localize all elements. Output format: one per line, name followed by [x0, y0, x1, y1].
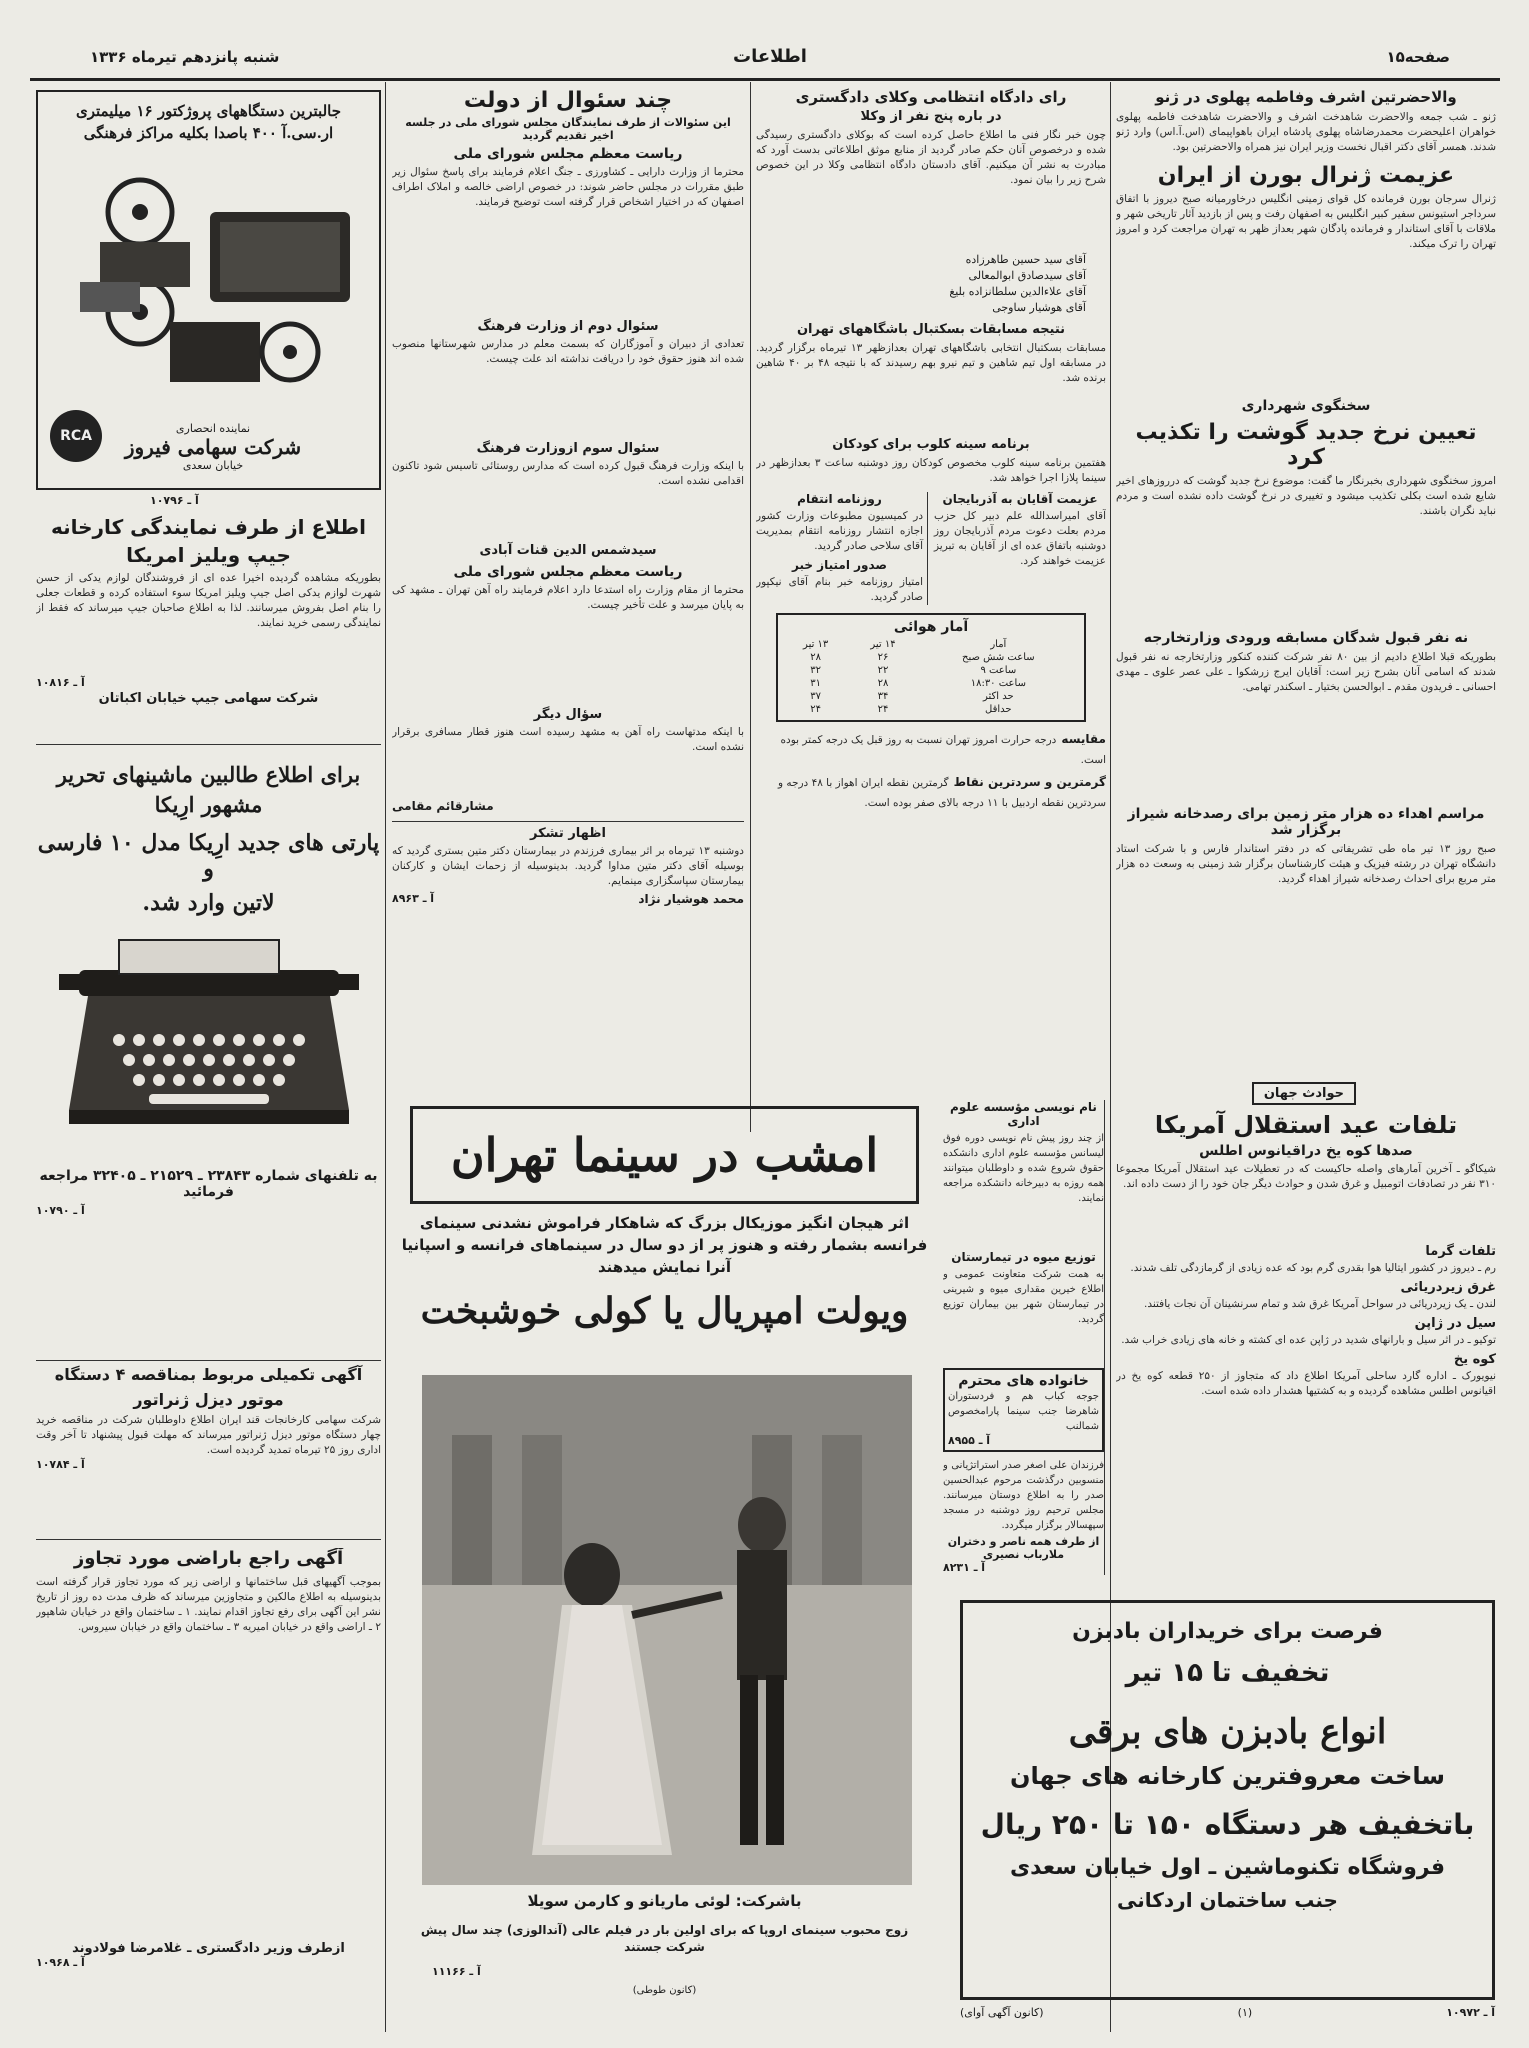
- weather-table: [782, 638, 1080, 716]
- fan-line1: فرصت برای خریداران بادبزن: [1072, 1619, 1383, 1644]
- journal-body: در کمیسیون مطبوعات وزارت کشور اجازه انتشار روزنامه انتقام بمدیریت آقای سلاحی صادر گردید.: [756, 510, 923, 552]
- royal-body: ژنو ـ شب جمعه والاحضرت شاهدخت اشرف و والاحضرت شاهدخت فاطمه پهلوی خواهران اعلیحضرت محمدرضاشاه پهلوی پادشاه ایران باهواپیمای (اس.آ.اس) وارد ژنو شدند. همسر آقای دکتر اقبال نخست وزیر ایران نیز همراه والاحضرتین بود.: [1116, 111, 1496, 153]
- cast-label: باشرکت:: [735, 1892, 802, 1910]
- column-rule: [385, 82, 386, 2032]
- table-cell: ۲۸: [810, 652, 822, 663]
- two-col-briefs: [756, 492, 1106, 605]
- fan-line4: ساخت معروفترین کارخانه های جهان: [1010, 1762, 1445, 1790]
- world-body: شیکاگو ـ آخرین آمارهای واصله حاکیست که در تعطیلات عید استقلال آمریکا مجموعا ۳۱۰ نفر در تصادفات اتومبیل و غرق شدن و حوادث دیگر جان خود را از دست داده اند.: [1116, 1163, 1496, 1190]
- kids-headline: برنامه سینه کلوب برای کودکان: [832, 437, 1030, 452]
- cast-names: لوئی ماریانو و کارمن سویلا: [527, 1892, 731, 1910]
- cinema-ad: [392, 1100, 937, 2040]
- lawyers-body: چون خبر نگار فنی ما اطلاع حاصل کرده است که بوکلای دادگستری رسیدگی شده و درخصوص آنان حکم صادر گردید از منابع موثق اطلاعاتی بدست آورد که مبادرت به نشر آن میکنیم. آقای دادستان دادگاه انتظامی وکلا در این خصوص شرح زیر را بیان نمود.: [756, 129, 1106, 186]
- table-row: [782, 664, 1080, 677]
- class-body: از چند روز پیش نام نویسی دوره فوق لیسانس مؤسسه علوم اداری دانشکده حقوق شروع شده و داوطلبان میتوانند همه روزه به دبیرخانه دانشکده مراجعه نمایند.: [943, 1133, 1104, 1204]
- table-row: [782, 690, 1080, 703]
- notice-signature: از طرف همه ناصر و دختران ملارباب نصیری: [947, 1535, 1100, 1561]
- license-headline: صدور امتیاز خبر: [791, 558, 887, 572]
- notice-body: فرزندان علی اصغر صدر استراتژیانی و منسوبین درگذشت مرحوم عبدالحسین صدر را به اطلاع دوستان میرسانند. مجلس ترحیم روز دوشنبه در مسجد سپهسالار برگزار میگردد.: [943, 1460, 1104, 1531]
- ceremony-body: صبح روز ۱۳ تیر ماه طی تشریفاتی که در دفتر استاندار فارس و با شرکت استاد دانشگاه تهران در رشته فیزیک و هیئت کارشناسان برگزار شد زمینی به وسعت ده هزار متر مربع برای احداث رصدخانه شیراز اهداء گردید.: [1116, 843, 1496, 885]
- lawyers-headline: رای دادگاه انتظامی وکلای دادگستری: [795, 88, 1067, 106]
- table-cell: ۲۴: [877, 704, 889, 715]
- table-row: [782, 651, 1080, 664]
- erika-code: آ ـ ۱۰۷۹۰: [36, 1204, 85, 1217]
- weather-headline: آمار هوائی: [893, 619, 969, 635]
- land-code: آ ـ ۱۰۹۶۸: [36, 1956, 85, 1969]
- q3-headline: سئوال سوم ازوزارت فرهنگ: [476, 441, 660, 456]
- brief-right: [934, 492, 1106, 605]
- cinema-line1: اثر هیجان انگیز موزیکال بزرگ که شاهکار فراموش نشدنی سینمای: [419, 1214, 910, 1232]
- q1-body: محترما از وزارت دارایی ـ کشاورزی ـ جنگ اعلام فرمایند برای پاسخ سئوال زیر طبق مقررات در مجلس حاضر شوند: در خصوص اراضی خالصه و املاک اطراف اصفهان که در اختیار اشخاص قرار گرفته است توضیح فرمایند.: [392, 166, 744, 208]
- list-item: آقای سید حسین طاهرزاده: [965, 253, 1086, 266]
- rca-address: خیابان سعدی: [182, 459, 244, 472]
- fan-credit: (کانون آگهی آوای): [960, 2006, 1044, 2019]
- family-ad: [943, 1368, 1104, 1452]
- meat-body: امروز سخنگوی شهرداری بخبرنگار ما گفت: موضوع نرخ جدید گوشت که درروزهای اخیر شایع شده است بکلی تکذیب میشود و تغییری در نرخ گوشت داده نشده است و مردم نباید نگران باشند.: [1116, 475, 1496, 517]
- film-still-illustration: [422, 1375, 912, 1885]
- family-code: آ ـ ۸۹۵۵: [948, 1434, 991, 1447]
- typewriter-illustration: [49, 930, 369, 1160]
- masthead: [90, 40, 1450, 74]
- class-headline: نام نویسی مؤسسه علوم اداری: [950, 1100, 1097, 1128]
- table-row: [782, 703, 1080, 716]
- accepted-body: بطوریکه قبلا اطلاع دادیم از بین ۸۰ نفر شرکت کننده کنکور وزارتخارجه نه نفر قبول شدند که اسامی آنان بشرح زیر است: آقایان ایرج زرشکوا ـ علی عصر علوی ـ مهدی احسانی ـ فریدون مقدم ـ ابوالحسن بختیار ـ اسکندر تهامی.: [1116, 651, 1496, 693]
- land-body: بموجب آگهیهای قبل ساختمانها و اراضی زیر که مورد تجاوز قرار گرفته است بدینوسیله به اطلاع مالکین و متجاوزین میرساند که ظرف مدت ده روز از تاریخ نشر این آگهی برای رفع تجاوز اقدام نمایند. ۱ ـ ساختمان واقع در خیابان شاهپور ۲ ـ اراضی واقع در خیابان امیریه ۳ ـ ساختمان واقع در خیابان سیروس.: [36, 1576, 381, 1633]
- q1-headline: ریاست معظم مجلس شورای ملی: [453, 146, 683, 162]
- erika-ad: [36, 760, 381, 1340]
- land-headline: آگهی راجع باراضی مورد تجاوز: [73, 1548, 344, 1569]
- erika-line2: پارتی های جدید ارِیکا مدل ۱۰ فارسی و: [37, 830, 380, 882]
- q5-headline: سؤال دیگر: [533, 707, 603, 722]
- cinema-headline: امشب در سینما تهران: [450, 1128, 879, 1182]
- jeep-company: شرکت سهامی جیپ خیابان اکباتان: [98, 691, 319, 706]
- heat-headline: تلفات گرما: [1425, 1244, 1496, 1259]
- land-ad: [36, 1548, 381, 2028]
- table-cell: ساعت شش صبح: [961, 652, 1035, 663]
- rca-agency-box: [118, 422, 308, 472]
- meat-headline: تعیین نرخ جدید گوشت را تکذیب کرد: [1135, 420, 1477, 470]
- cinema-code: آ ـ ۱۱۱۶۶: [432, 1965, 481, 1978]
- thanks-code: آ ـ ۸۹۶۳: [392, 892, 435, 905]
- table-header: ۱۳ تیر: [803, 639, 829, 650]
- cinema-headline-box: [410, 1106, 919, 1204]
- q3-signature: سیدشمس الدین قنات آبادی: [479, 543, 657, 558]
- tender-body: شرکت سهامی کارخانجات قند ایران اطلاع داوطلبان شرکت در مناقصه خرید چهار دستگاه موتور دیزل ژنراتور میرساند که مهلت قبول پیشنهاد تا آخر وقت اداری روز ۲۵ تیرماه تمدید گردیده است.: [36, 1414, 381, 1456]
- forecast-block: [756, 771, 1106, 811]
- azer-headline: عزیمت آقایان به آذربایجان: [942, 492, 1098, 506]
- jeep-code: آ ـ ۱۰۸۱۶: [36, 676, 85, 689]
- quake-headline: سیل در ژاپن: [1414, 1316, 1496, 1331]
- ice-headline: کوه یخ: [1453, 1352, 1496, 1367]
- fan-line7: جنب ساختمان اردکانی: [1117, 1888, 1338, 1912]
- compare-body: درجه حرارت امروز تهران نسبت به روز قبل یک درجه کمتر بوده است.: [780, 734, 1106, 766]
- q3-body: با اینکه وزارت فرهنگ قبول کرده است که مدارس روستائی تاسیس شود تاکنون اقدامی نشده است.: [392, 460, 744, 487]
- family-body: جوجه کباب هم و فردستوران شاهرضا جنب سینما پارامخصوص شمالنب: [948, 1391, 1099, 1432]
- journal-headline: روزنامه انتقام: [797, 492, 882, 506]
- projector-illustration: [60, 172, 360, 392]
- world-subheadline: صدها کوه یخ دراقیانوس اطلس: [1199, 1143, 1413, 1159]
- film-note: زوج محبوب سینمای اروپا که برای اولین بار در فیلم عالی (آندالوزی) چند سال پیش شرکت جستند: [420, 1923, 909, 1954]
- column-2: [756, 88, 1106, 1128]
- heat-body: رم ـ دیروز در کشور ایتالیا هوا بقدری گرم بود که عده زیادی از گرمازدگی تلف شدند.: [1130, 1262, 1496, 1274]
- q5-signature: مشارقائم مقامی: [392, 799, 494, 813]
- table-cell: حداقل: [985, 704, 1012, 715]
- fan-number: (۱): [1237, 2006, 1253, 2019]
- cinema-line2: فرانسه بشمار رفته و هنوز پر از دو سال در سینماهای فرانسه و اسپانیا: [401, 1236, 928, 1254]
- fan-line2: تخفیف تا ۱۵ تیر: [1125, 1658, 1330, 1688]
- lawyers-list: [776, 252, 1086, 316]
- family-headline: خانواده های محترم: [958, 1373, 1089, 1389]
- jeep-ad: [36, 515, 381, 745]
- column-rule: [750, 82, 751, 1132]
- world-headline: تلفات عید استقلال آمریکا: [1154, 1111, 1458, 1139]
- fan-footer: [960, 2006, 1495, 2019]
- film-still-photo: [422, 1375, 912, 1885]
- cast-line: [422, 1892, 907, 1910]
- table-cell: حد اکثر: [982, 691, 1014, 702]
- dist-body: به همت شرکت متعاونت عمومی و اطلاع خیرین مقداری میوه و شیرینی در تیمارستان شهر بین بیماران توزیع گردید.: [943, 1269, 1104, 1325]
- weather-box: [776, 613, 1086, 722]
- table-cell: ساعت ۱۸:۳۰: [970, 678, 1026, 689]
- rca-company: شرکت سهامی فیروز: [124, 435, 302, 459]
- rca-logo-text: RCA: [60, 428, 92, 444]
- photo-credit: (کانون طوطی): [632, 1985, 697, 1996]
- masthead-rule: [30, 78, 1500, 81]
- cinema-line3: آنرا نمایش میدهند: [597, 1258, 732, 1276]
- lawyers-subheadline: در باره پنج نفر از وکلا: [860, 109, 1002, 124]
- column-3: [392, 88, 744, 1098]
- royal-headline: والاحضرتین اشرف وفاطمه پهلوی در ژنو: [1155, 88, 1457, 106]
- forecast-headline: گرمترین و سردترین نقاط: [953, 775, 1106, 789]
- forecast-body: گرمترین نقطه ایران اهواز با ۴۸ درجه و سردترین نقطه اردبیل با ۱۱ درجه بالای صفر بوده است.: [777, 777, 1106, 809]
- erika-phone: به تلفنهای شماره ۲۳۸۴۳ ـ ۲۱۵۲۹ ـ ۳۲۴۰۵ مراجعه فرمائید: [39, 1168, 378, 1200]
- rca-headline: جالبترین دستگاههای پروژکتور ۱۶ میلیمتری ار.سی.آ ۴۰۰ باصدا بکلیه مراکز فرهنگی: [76, 102, 341, 142]
- fan-code: آ ـ ۱۰۹۷۲: [1446, 2006, 1495, 2019]
- general-headline: عزیمت ژنرال بورن از ایران: [1157, 163, 1455, 188]
- world-news: [1116, 1082, 1496, 1582]
- table-cell: ساعت ۹: [980, 665, 1017, 676]
- thanks-block: [392, 821, 744, 906]
- thanks-body: دوشنبه ۱۳ تیرماه بر اثر بیماری فرزندم در بیمارستان دکتر متین بستری گردید که بوسیله آقای دکتر متین مداوا گردید. بدینوسیله از زحمات ایشان و کارکنان بیمارستان سپاسگزاری مینمایم.: [392, 845, 744, 887]
- column-1: [1116, 88, 1496, 1198]
- general-body: ژنرال سرجان بورن فرمانده کل قوای زمینی انگلیس درخاورمیانه صبح دیروز با اتفاق سرداجر استیونس سفیر کبیر انگلیس به اصفهان رفت و پس از بازدید آثار تاریخی شهر و ملاقات با آقای استاندار و فرمانده پادگان شهر بعداز ظهر به تهران مراجعت کرد و امروز تهران را ترک میکند.: [1116, 193, 1496, 250]
- brief-left: [756, 492, 928, 605]
- compare-headline: مقایسه: [1061, 732, 1106, 746]
- erika-line1: برای اطلاع طالبین ماشینهای تحریر مشهور ارِیکا: [56, 762, 361, 817]
- list-item: آقای علاءالدین سلطانزاده بلیغ: [949, 285, 1086, 298]
- page-number: صفحه۱۵: [1386, 48, 1450, 66]
- license-body: امتیاز روزنامه خبر بنام آقای نیکپور صادر گردید.: [756, 576, 923, 603]
- q5-body: با اینکه مدتهاست راه آهن به مشهد رسیده است هنوز قطار مسافری برقرار نشده است.: [392, 726, 744, 753]
- jeep-body: بطوریکه مشاهده گردیده اخیرا عده ای از فروشندگان لوازم یدکی از حسن شهرت لوازم یدکی اصل جیپ ویلیز امریکا سوء استفاده کرده و قطعات جعلی را بنام اصل بفروش میرسانند. لذا به اطلاع صاحبان جیپ میرساند که فقط از نمایندگی رسمی خرید نمایند.: [36, 572, 381, 629]
- questions-subheadline: این سئوالات از طرف نمایندگان مجلس شورای ملی در جلسه اخیر تقدیم گردید: [405, 116, 731, 142]
- ceremony-headline: مراسم اهداء ده هزار متر زمین برای رصدخانه شیراز برگزار شد: [1127, 806, 1485, 838]
- table-cell: ۲۲: [877, 665, 889, 676]
- quake-body: توکیو ـ در اثر سیل و بارانهای شدید در ژاپن عده ای کشته و خانه های زیادی خراب شد.: [1121, 1334, 1496, 1346]
- fan-line6: فروشگاه تکنوماشین ـ اول خیابان سعدی: [1009, 1855, 1445, 1880]
- rca-code: آ ـ ۱۰۷۹۶: [150, 494, 199, 507]
- list-item: آقای سیدصادق ابوالمعالی: [968, 269, 1086, 282]
- tender-code: آ ـ ۱۰۷۸۴: [36, 1458, 85, 1471]
- thanks-signature: محمد هوشیار نژاد: [638, 892, 744, 906]
- table-cell: ۳۲: [810, 665, 822, 676]
- film-title: ویولت امپریال یا کولی خوشبخت: [420, 1290, 909, 1332]
- thanks-headline: اظهار تشکر: [530, 826, 606, 841]
- notice-code: آ ـ ۸۲۳۱: [943, 1561, 986, 1574]
- spokesman-headline: سخنگوی شهرداری: [1241, 398, 1371, 414]
- sports-headline: نتیجه مسابقات بسکتبال باشگاههای تهران: [796, 322, 1066, 337]
- erika-line3: لاتین وارد شد.: [142, 890, 275, 916]
- rca-ad: [36, 90, 381, 490]
- fan-line3: انواع بادبزن های برقی: [1068, 1712, 1387, 1752]
- q2-body: تعدادی از دبیران و آموزگاران که بسمت معلم در مدارس شهرستانها منصوب شده اند هنوز حقوق خود را دریافت نداشته اند علت چیست.: [392, 338, 744, 365]
- land-signature: ازطرف وزیر دادگستری ـ غلامرضا فولادوند: [72, 1941, 345, 1956]
- compare-block: [756, 728, 1106, 768]
- table-cell: ۲۶: [877, 652, 889, 663]
- kids-body: هفتمین برنامه سینه کلوب مخصوص کودکان روز دوشنبه ساعت ۳ بعدازظهر در سینما پلازا اجرا خواهد شد.: [756, 457, 1106, 484]
- ice-body: نیویورک ـ اداره گارد ساحلی آمریکا اطلاع داد که متجاوز از ۲۵۰ قطعه کوه یخ در اقیانوس اطلس مشاهده گردیده و به کشتیها هشدار داده شده است.: [1116, 1370, 1496, 1397]
- accepted-headline: نه نفر قبول شدگان مسابقه ورودی وزارتخارجه: [1143, 630, 1469, 646]
- fan-line5: باتخفیف هر دستگاه ۱۵۰ تا ۲۵۰ ریال: [980, 1808, 1475, 1841]
- q2-headline: سئوال دوم از وزارت فرهنگ: [477, 319, 659, 334]
- table-cell: ۳۱: [810, 678, 822, 689]
- rca-agency: نماینده انحصاری: [175, 422, 251, 435]
- paper-name: اطلاعات: [733, 46, 807, 67]
- world-tag: حوادث جهان: [1252, 1082, 1356, 1105]
- tender-headline: آگهی تکمیلی مربوط بمناقصه ۴ دستگاه: [54, 1365, 363, 1384]
- dist-headline: توزیع میوه در تیمارستان: [951, 1250, 1096, 1264]
- q4-body: محترما از مقام وزارت راه استدعا دارد اعلام فرمایند راه آهن تهران ـ مشهد کی به پایان میرسد و علت تأخیر چیست.: [392, 584, 744, 611]
- table-cell: ۲۸: [877, 678, 889, 689]
- fan-ad: [960, 1600, 1495, 2000]
- column-5: [943, 1100, 1105, 1575]
- issue-date: شنبه پانزدهم تیرماه ۱۳۳۶: [90, 48, 280, 66]
- jeep-subheadline: جیپ ویلیز امریکا: [126, 543, 291, 567]
- sub-body: لندن ـ یک زیردریائی در سواحل آمریکا غرق شد و تمام سرنشینان آن نجات یافتند.: [1144, 1298, 1496, 1310]
- table-header: آمار: [990, 639, 1007, 650]
- tender-ad: [36, 1360, 381, 1540]
- sub-headline: غرق زیردریائی: [1400, 1280, 1496, 1295]
- table-row: [782, 638, 1080, 651]
- tender-subheadline: موتور دیزل ژنراتور: [133, 1390, 284, 1409]
- questions-headline: چند سئوال از دولت: [463, 88, 673, 113]
- azer-body: آقای امیراسدالله علم دبیر کل حزب مردم بعلت دعوت مردم آذربایجان روز دوشنبه باتفاق عده ای از آقایان به تبریز عزیمت خواهند کرد.: [934, 510, 1106, 567]
- table-cell: ۳۴: [877, 691, 889, 702]
- jeep-headline: اطلاع از طرف نمایندگی کارخانه: [50, 515, 366, 539]
- rca-logo: [50, 410, 102, 462]
- list-item: آقای هوشیار ساوجی: [992, 301, 1086, 314]
- table-row: [782, 677, 1080, 690]
- table-cell: ۳۷: [810, 691, 822, 702]
- table-header: ۱۴ تیر: [870, 639, 896, 650]
- table-cell: ۲۴: [810, 704, 822, 715]
- sports-body: مسابقات بسکتبال انتخابی باشگاههای تهران بعدازظهر ۱۳ تیرماه برگزار گردید. در مسابقه اول تیم شاهین و تیم نیرو بهم رسیدند که با نتیجه ۴۸ بر ۴۰ شاهین برنده شد.: [756, 342, 1106, 384]
- q4-headline: ریاست معظم مجلس شورای ملی: [453, 564, 683, 580]
